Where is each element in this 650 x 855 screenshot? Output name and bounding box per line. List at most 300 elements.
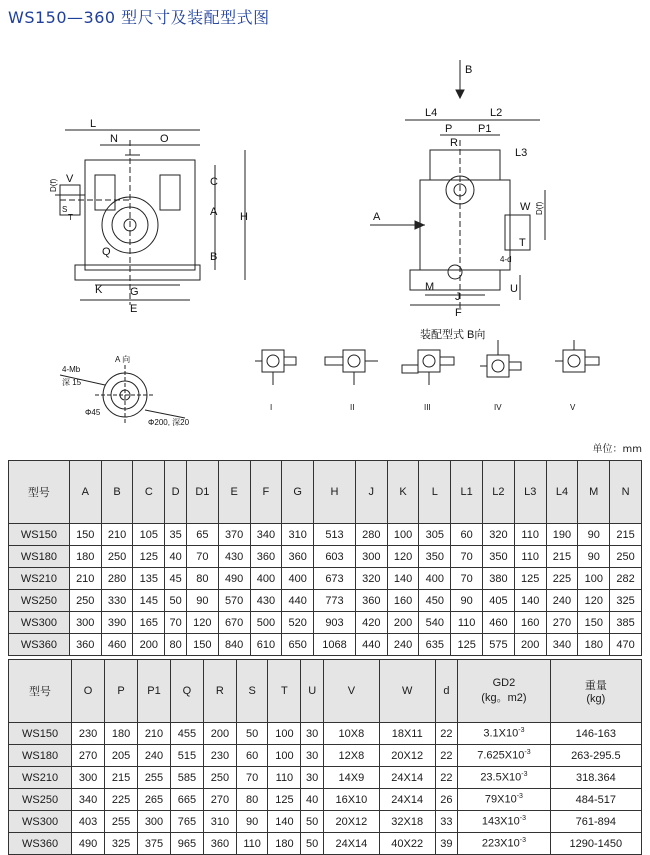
model-cell: WS180 xyxy=(9,546,70,568)
value-cell: 300 xyxy=(69,612,101,634)
value-cell: 135 xyxy=(133,568,165,590)
value-cell: 635 xyxy=(419,634,451,656)
table-header-cell: P xyxy=(105,660,138,723)
value-cell: 40X22 xyxy=(379,833,435,855)
value-cell: 125 xyxy=(268,789,301,811)
value-cell: 200 xyxy=(203,723,236,745)
value-cell: 575 xyxy=(483,634,515,656)
value-cell: 200 xyxy=(133,634,165,656)
value-cell: 14X9 xyxy=(323,767,379,789)
value-cell: 100 xyxy=(268,745,301,767)
dim-a-right: A xyxy=(373,211,381,223)
dim-n: N xyxy=(110,133,118,145)
value-cell: 165 xyxy=(133,612,165,634)
value-cell: 35 xyxy=(165,524,187,546)
table-row xyxy=(9,767,642,789)
value-cell: 40 xyxy=(165,546,187,568)
value-cell: 280 xyxy=(355,524,387,546)
value-cell: 140 xyxy=(268,811,301,833)
a-view-dia1: Φ45 xyxy=(85,408,101,417)
dim-t-right: T xyxy=(519,237,526,249)
table-header-cell: K xyxy=(387,461,419,524)
value-cell: 110 xyxy=(514,546,546,568)
dimension-table-2 xyxy=(8,659,642,855)
assembly-form-1 xyxy=(255,350,296,385)
value-cell: 30 xyxy=(301,745,324,767)
table-header-cell: F xyxy=(250,461,282,524)
dim-t-left: T xyxy=(68,213,73,222)
value-cell: 610 xyxy=(250,634,282,656)
value-cell: 20X12 xyxy=(379,745,435,767)
assembly-form-label-4: IV xyxy=(494,403,502,412)
table-header-cell: V xyxy=(323,660,379,723)
value-cell: 380 xyxy=(483,568,515,590)
value-cell: 484-517 xyxy=(550,789,641,811)
a-view-depth: 深 15 xyxy=(62,378,82,387)
value-cell: 16X10 xyxy=(323,789,379,811)
value-cell: 250 xyxy=(610,546,642,568)
model-cell: WS300 xyxy=(9,612,70,634)
value-cell: 105 xyxy=(133,524,165,546)
value-cell: 263-295.5 xyxy=(550,745,641,767)
value-cell: 30 xyxy=(301,723,324,745)
value-cell: 430 xyxy=(250,590,282,612)
a-direction-view xyxy=(60,365,185,425)
value-cell: 90 xyxy=(578,524,610,546)
value-cell: 210 xyxy=(69,568,101,590)
value-cell: 70 xyxy=(165,612,187,634)
assembly-form-4 xyxy=(480,340,521,377)
value-cell: 490 xyxy=(72,833,105,855)
value-cell: 125 xyxy=(133,546,165,568)
value-cell: 10X8 xyxy=(323,723,379,745)
assembly-form-label-2: II xyxy=(350,403,355,412)
dim-e: E xyxy=(130,303,138,315)
value-cell: 340 xyxy=(72,789,105,811)
value-cell: 325 xyxy=(610,590,642,612)
table-header-cell: D xyxy=(165,461,187,524)
dim-p1: P1 xyxy=(478,123,492,135)
table-header-cell: O xyxy=(72,660,105,723)
value-cell: 215 xyxy=(610,524,642,546)
value-cell: 460 xyxy=(483,612,515,634)
table-header-cell: T xyxy=(268,660,301,723)
gd2-cell: $23.5X10^{-3}$ xyxy=(458,767,551,789)
value-cell: 250 xyxy=(69,590,101,612)
value-cell: 70 xyxy=(186,546,218,568)
table-header-cell: N xyxy=(610,461,642,524)
value-cell: 90 xyxy=(236,811,268,833)
value-cell: 385 xyxy=(610,612,642,634)
value-cell: 310 xyxy=(282,524,314,546)
gd2-cell: $143X10^{-3}$ xyxy=(458,811,551,833)
value-cell: 210 xyxy=(138,723,171,745)
value-cell: 110 xyxy=(268,767,301,789)
value-cell: 215 xyxy=(546,546,578,568)
value-cell: 840 xyxy=(218,634,250,656)
table-row xyxy=(9,568,642,590)
value-cell: 470 xyxy=(610,634,642,656)
table-header-cell: 型号 xyxy=(9,660,72,723)
gd2-label: GD2 xyxy=(492,677,516,689)
dim-o: O xyxy=(160,133,169,145)
value-cell: 280 xyxy=(101,568,133,590)
value-cell: 80 xyxy=(186,568,218,590)
value-cell: 375 xyxy=(138,833,171,855)
value-cell: 405 xyxy=(483,590,515,612)
value-cell: 145 xyxy=(133,590,165,612)
value-cell: 320 xyxy=(483,524,515,546)
value-cell: 110 xyxy=(514,524,546,546)
value-cell: 305 xyxy=(419,524,451,546)
value-cell: 300 xyxy=(355,546,387,568)
dimension-table-1 xyxy=(8,460,642,656)
dim-p: P xyxy=(445,123,453,135)
value-cell: 50 xyxy=(165,590,187,612)
value-cell: 100 xyxy=(387,524,419,546)
table-header-row xyxy=(9,660,642,723)
value-cell: 520 xyxy=(282,612,314,634)
value-cell: 90 xyxy=(186,590,218,612)
value-cell: 120 xyxy=(387,546,419,568)
value-cell: 360 xyxy=(282,546,314,568)
table-row xyxy=(9,634,642,656)
value-cell: 60 xyxy=(451,524,483,546)
value-cell: 240 xyxy=(546,590,578,612)
value-cell: 26 xyxy=(435,789,458,811)
value-cell: 350 xyxy=(483,546,515,568)
table-header-cell: L1 xyxy=(451,461,483,524)
table-header-cell: S xyxy=(236,660,268,723)
value-cell: 250 xyxy=(101,546,133,568)
table-row xyxy=(9,833,642,855)
gd2-cell: $7.625X10^{-3}$ xyxy=(458,745,551,767)
value-cell: 120 xyxy=(578,590,610,612)
value-cell: 30 xyxy=(301,767,324,789)
dim-u: U xyxy=(510,283,518,295)
value-cell: 39 xyxy=(435,833,458,855)
table-row xyxy=(9,745,642,767)
value-cell: 773 xyxy=(314,590,356,612)
value-cell: 24X14 xyxy=(379,789,435,811)
table-header-cell: J xyxy=(355,461,387,524)
value-cell: 490 xyxy=(218,568,250,590)
value-cell: 80 xyxy=(236,789,268,811)
table-header-cell-gd2 xyxy=(458,660,551,723)
value-cell: 360 xyxy=(69,634,101,656)
value-cell: 70 xyxy=(451,546,483,568)
dim-a-left: A xyxy=(210,206,218,218)
dim-l2: L2 xyxy=(490,107,503,119)
table-row xyxy=(9,546,642,568)
value-cell: 282 xyxy=(610,568,642,590)
weight-label: 重量 xyxy=(584,680,607,692)
value-cell: 570 xyxy=(218,590,250,612)
dim-g: G xyxy=(130,286,139,298)
value-cell: 50 xyxy=(236,723,268,745)
dim-b-arrow: B xyxy=(465,64,473,76)
table-header-cell: E xyxy=(218,461,250,524)
table-row xyxy=(9,590,642,612)
table-header-cell: C xyxy=(133,461,165,524)
dim-l-left: L xyxy=(90,118,97,130)
gd2-cell: $3.1X10^{-3}$ xyxy=(458,723,551,745)
value-cell: 603 xyxy=(314,546,356,568)
value-cell: 903 xyxy=(314,612,356,634)
assembly-form-label-5: V xyxy=(570,403,576,412)
value-cell: 400 xyxy=(282,568,314,590)
value-cell: 515 xyxy=(170,745,203,767)
assembly-form-5 xyxy=(555,340,599,372)
value-cell: 350 xyxy=(419,546,451,568)
table-header-cell: d xyxy=(435,660,458,723)
value-cell: 180 xyxy=(69,546,101,568)
gd2-unit: (kg。m2) xyxy=(481,692,527,704)
value-cell: 12X8 xyxy=(323,745,379,767)
value-cell: 230 xyxy=(72,723,105,745)
value-cell: 230 xyxy=(203,745,236,767)
unit-label: 单位：mm xyxy=(592,444,642,455)
value-cell: 210 xyxy=(101,524,133,546)
value-cell: 670 xyxy=(218,612,250,634)
value-cell: 200 xyxy=(387,612,419,634)
value-cell: 360 xyxy=(355,590,387,612)
table-header-cell-weight xyxy=(550,660,641,723)
table-row xyxy=(9,811,642,833)
table-header-cell: H xyxy=(314,461,356,524)
value-cell: 33 xyxy=(435,811,458,833)
value-cell: 270 xyxy=(546,612,578,634)
value-cell: 18X11 xyxy=(379,723,435,745)
dim-h: H xyxy=(240,211,248,223)
table-header-cell: W xyxy=(379,660,435,723)
value-cell: 65 xyxy=(186,524,218,546)
dim-v: V xyxy=(66,173,74,185)
table-header-row xyxy=(9,461,642,524)
value-cell: 665 xyxy=(170,789,203,811)
dim-q: Q xyxy=(102,246,111,258)
table-row xyxy=(9,612,642,634)
value-cell: 160 xyxy=(514,612,546,634)
value-cell: 310 xyxy=(203,811,236,833)
table-header-cell: Q xyxy=(170,660,203,723)
value-cell: 150 xyxy=(578,612,610,634)
value-cell: 32X18 xyxy=(379,811,435,833)
dim-j: J xyxy=(455,291,461,303)
model-cell: WS150 xyxy=(9,524,70,546)
table2-body xyxy=(9,723,642,855)
value-cell: 270 xyxy=(203,789,236,811)
table-header-cell: L2 xyxy=(483,461,515,524)
value-cell: 190 xyxy=(546,524,578,546)
dim-s: S xyxy=(62,205,68,214)
value-cell: 430 xyxy=(218,546,250,568)
dim-df-left: D(f) xyxy=(49,178,58,192)
value-cell: 255 xyxy=(138,767,171,789)
value-cell: 370 xyxy=(218,524,250,546)
value-cell: 540 xyxy=(419,612,451,634)
value-cell: 1068 xyxy=(314,634,356,656)
value-cell: 250 xyxy=(203,767,236,789)
table1-body xyxy=(9,524,642,656)
value-cell: 225 xyxy=(105,789,138,811)
value-cell: 761-894 xyxy=(550,811,641,833)
value-cell: 240 xyxy=(387,634,419,656)
value-cell: 765 xyxy=(170,811,203,833)
value-cell: 420 xyxy=(355,612,387,634)
value-cell: 80 xyxy=(165,634,187,656)
model-cell: WS360 xyxy=(9,634,70,656)
value-cell: 650 xyxy=(282,634,314,656)
value-cell: 20X12 xyxy=(323,811,379,833)
table-header-cell: L3 xyxy=(514,461,546,524)
table-header-cell: M xyxy=(578,461,610,524)
value-cell: 125 xyxy=(451,634,483,656)
value-cell: 120 xyxy=(186,612,218,634)
value-cell: 300 xyxy=(72,767,105,789)
table-header-cell: L xyxy=(419,461,451,524)
value-cell: 240 xyxy=(138,745,171,767)
model-cell: WS210 xyxy=(9,767,72,789)
value-cell: 60 xyxy=(236,745,268,767)
dim-c: C xyxy=(210,176,218,188)
value-cell: 360 xyxy=(203,833,236,855)
value-cell: 200 xyxy=(514,634,546,656)
dim-l3: L3 xyxy=(515,147,528,159)
table-header-cell: U xyxy=(301,660,324,723)
dim-4d: 4-d xyxy=(500,255,512,264)
value-cell: 255 xyxy=(105,811,138,833)
value-cell: 205 xyxy=(105,745,138,767)
value-cell: 320 xyxy=(355,568,387,590)
model-cell: WS300 xyxy=(9,811,72,833)
value-cell: 265 xyxy=(138,789,171,811)
value-cell: 325 xyxy=(105,833,138,855)
value-cell: 140 xyxy=(514,590,546,612)
value-cell: 90 xyxy=(578,546,610,568)
value-cell: 340 xyxy=(546,634,578,656)
model-cell: WS360 xyxy=(9,833,72,855)
value-cell: 450 xyxy=(419,590,451,612)
value-cell: 585 xyxy=(170,767,203,789)
value-cell: 45 xyxy=(165,568,187,590)
value-cell: 340 xyxy=(250,524,282,546)
dim-l4: L4 xyxy=(425,107,438,119)
a-view-title: A 向 xyxy=(115,355,131,364)
value-cell: 330 xyxy=(101,590,133,612)
model-cell: WS250 xyxy=(9,789,72,811)
value-cell: 460 xyxy=(101,634,133,656)
table-row xyxy=(9,723,642,745)
value-cell: 403 xyxy=(72,811,105,833)
assembly-form-label-3: III xyxy=(424,403,431,412)
value-cell: 400 xyxy=(419,568,451,590)
value-cell: 150 xyxy=(69,524,101,546)
dim-k: K xyxy=(95,284,103,296)
value-cell: 24X14 xyxy=(379,767,435,789)
model-cell: WS150 xyxy=(9,723,72,745)
assembly-form-3 xyxy=(402,350,454,385)
value-cell: 360 xyxy=(250,546,282,568)
value-cell: 110 xyxy=(236,833,268,855)
weight-unit: (kg) xyxy=(586,693,606,705)
value-cell: 70 xyxy=(236,767,268,789)
dim-df-right: D(f) xyxy=(535,201,544,215)
table-header-cell: B xyxy=(101,461,133,524)
value-cell: 22 xyxy=(435,745,458,767)
value-cell: 100 xyxy=(268,723,301,745)
table-header-cell: D1 xyxy=(186,461,218,524)
dim-w: W xyxy=(520,201,531,213)
model-cell: WS210 xyxy=(9,568,70,590)
value-cell: 150 xyxy=(186,634,218,656)
value-cell: 22 xyxy=(435,723,458,745)
value-cell: 440 xyxy=(355,634,387,656)
value-cell: 140 xyxy=(387,568,419,590)
a-view-holes: 4-Mb xyxy=(62,365,81,374)
value-cell: 390 xyxy=(101,612,133,634)
table-header-cell: R xyxy=(203,660,236,723)
value-cell: 160 xyxy=(387,590,419,612)
table-header-cell: 型号 xyxy=(9,461,70,524)
value-cell: 440 xyxy=(282,590,314,612)
table-row xyxy=(9,789,642,811)
value-cell: 318.364 xyxy=(550,767,641,789)
assembly-form-label-1: I xyxy=(270,403,273,412)
assembly-form-2 xyxy=(325,350,378,385)
value-cell: 513 xyxy=(314,524,356,546)
value-cell: 455 xyxy=(170,723,203,745)
table-header-cell: G xyxy=(282,461,314,524)
value-cell: 70 xyxy=(451,568,483,590)
value-cell: 50 xyxy=(301,833,324,855)
value-cell: 90 xyxy=(451,590,483,612)
value-cell: 965 xyxy=(170,833,203,855)
value-cell: 270 xyxy=(72,745,105,767)
page-title: WS150—360 型尺寸及装配型式图 xyxy=(8,8,270,27)
value-cell: 22 xyxy=(435,767,458,789)
value-cell: 146-163 xyxy=(550,723,641,745)
value-cell: 100 xyxy=(578,568,610,590)
value-cell: 125 xyxy=(514,568,546,590)
gd2-cell: $223X10^{-3}$ xyxy=(458,833,551,855)
value-cell: 1290-1450 xyxy=(550,833,641,855)
gd2-cell: $79X10^{-3}$ xyxy=(458,789,551,811)
dim-m: M xyxy=(425,281,435,293)
table-header-cell: A xyxy=(69,461,101,524)
value-cell: 673 xyxy=(314,568,356,590)
table-row xyxy=(9,524,642,546)
value-cell: 215 xyxy=(105,767,138,789)
model-cell: WS250 xyxy=(9,590,70,612)
value-cell: 300 xyxy=(138,811,171,833)
a-view-dia2: Φ200, 深20 xyxy=(148,418,190,427)
dim-f: F xyxy=(455,307,462,319)
assembly-caption: 装配型式 B向 xyxy=(420,329,486,341)
value-cell: 180 xyxy=(268,833,301,855)
value-cell: 180 xyxy=(105,723,138,745)
value-cell: 24X14 xyxy=(323,833,379,855)
value-cell: 180 xyxy=(578,634,610,656)
value-cell: 50 xyxy=(301,811,324,833)
front-view xyxy=(370,60,545,310)
table-header-cell: L4 xyxy=(546,461,578,524)
value-cell: 500 xyxy=(250,612,282,634)
table-header-cell: P1 xyxy=(138,660,171,723)
value-cell: 110 xyxy=(451,612,483,634)
dim-r: R xyxy=(450,137,458,149)
value-cell: 400 xyxy=(250,568,282,590)
